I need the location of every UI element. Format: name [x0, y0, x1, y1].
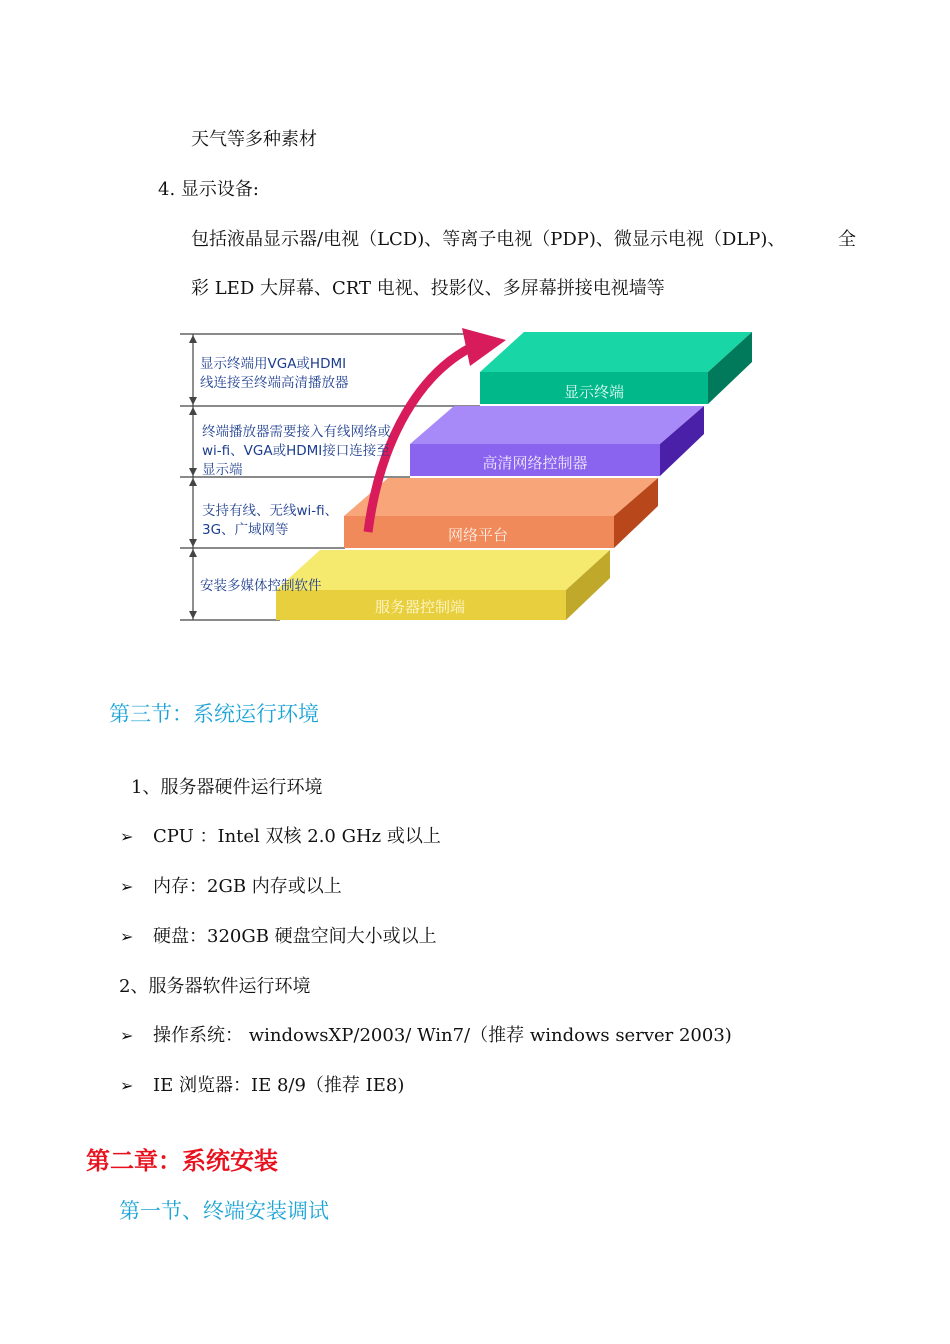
step-server-control [276, 550, 610, 620]
chapter-2-section-1-title: 第一节、终端安装调试 [119, 1199, 329, 1223]
section-3-title: 第三节：系统运行环境 [109, 702, 319, 726]
step-display-terminal [480, 332, 752, 404]
step-network-platform-label: 网络平台 [447, 526, 509, 544]
display-system-diagram [0, 320, 950, 660]
step-hd-controller-label: 高清网络控制器 [482, 454, 588, 472]
step-hd-controller [410, 406, 704, 476]
hw-item-disk: 硬盘：320GB 硬盘空间大小或以上 [153, 926, 437, 947]
note-server-1: 安装多媒体控制软件 [200, 578, 322, 594]
step-server-control-label: 服务器控制端 [374, 598, 466, 616]
hw-item-cpu: CPU ：Intel 双核 2.0 GHz 或以上 [153, 826, 441, 847]
step-display-terminal-label: 显示终端 [563, 383, 625, 401]
bullet-icon: ➢ [120, 927, 134, 946]
sw-item-os: 操作系统： windowsXP/2003/ Win7/（推荐 windows server 2003) [153, 1025, 732, 1046]
note-display-1: 显示终端用VGA或HDMI [200, 356, 347, 372]
hardware-env-title: 1、服务器硬件运行环境 [131, 777, 323, 798]
note-network-1: 支持有线、无线wi-fi、 [202, 503, 339, 519]
step-network-platform [344, 478, 658, 548]
chapter-2-title: 第二章：系统安装 [86, 1147, 278, 1175]
note-network-2: 3G、广域网等 [202, 522, 289, 538]
display-devices-line-1-end: 全 [838, 229, 856, 250]
bullet-icon: ➢ [120, 1026, 134, 1045]
hw-item-memory: 内存：2GB 内存或以上 [153, 876, 342, 897]
note-display-2: 线连接至终端高清播放器 [200, 375, 349, 391]
note-controller-2: wi-fi、VGA或HDMI接口连接至 [202, 443, 390, 459]
display-devices-line-1: 包括液晶显示器/电视（LCD)、等离子电视（PDP)、微显示电视（DLP)、 [191, 229, 786, 250]
bullet-icon: ➢ [120, 1076, 134, 1095]
note-controller-3: 显示端 [202, 462, 243, 478]
bullet-icon: ➢ [120, 827, 134, 846]
software-env-title: 2、服务器软件运行环境 [119, 976, 311, 997]
sw-item-browser: IE 浏览器：IE 8/9（推荐 IE8) [153, 1075, 405, 1096]
intro-line: 天气等多种素材 [191, 129, 317, 150]
display-devices-line-2: 彩 LED 大屏幕、CRT 电视、投影仪、多屏幕拼接电视墙等 [191, 278, 665, 299]
item-4-label: 4. 显示设备: [158, 179, 259, 200]
note-controller-1: 终端播放器需要接入有线网络或 [202, 424, 391, 440]
bullet-icon: ➢ [120, 877, 134, 896]
